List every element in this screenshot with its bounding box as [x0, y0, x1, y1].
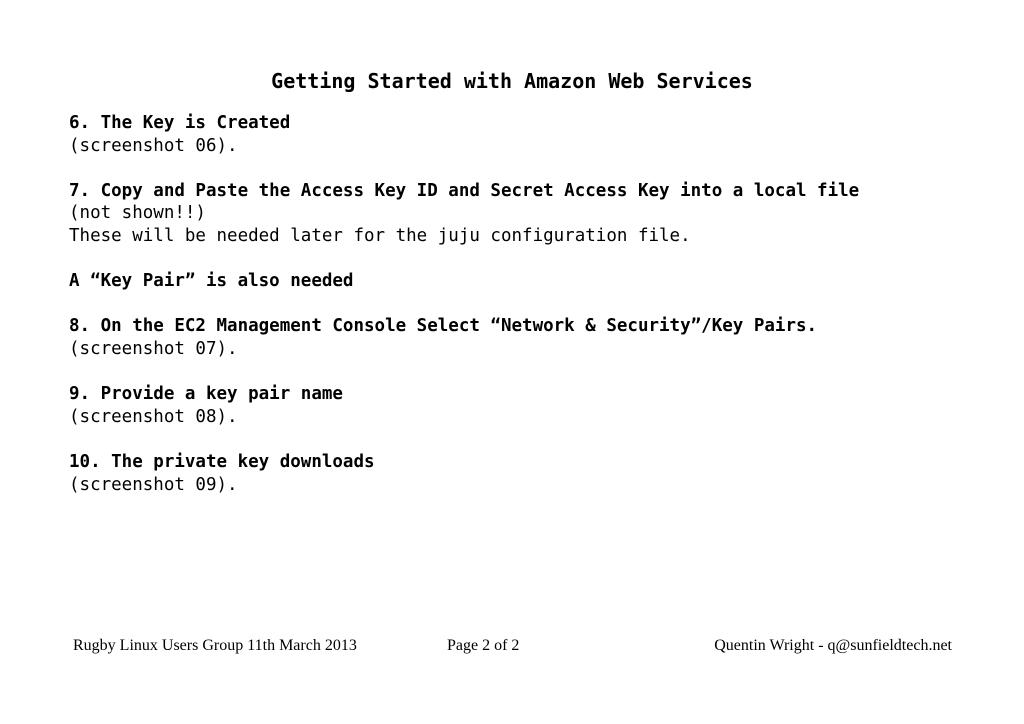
document-body	[69, 112, 999, 496]
step-note: (screenshot 06).	[69, 135, 238, 156]
step-heading: 7. Copy and Paste the Access Key ID and Secret Access Key into a local file	[69, 180, 860, 201]
step-10	[69, 451, 999, 496]
step-note: (not shown!!)	[69, 203, 206, 224]
step-note: These will be needed later for the juju configuration file.	[69, 225, 691, 246]
page-title: Getting Started with Amazon Web Services	[271, 69, 753, 93]
footer-event: Rugby Linux Users Group 11th March 2013	[73, 637, 357, 654]
footer-page-number: Page 2 of 2	[447, 637, 520, 654]
spacer	[69, 157, 999, 180]
spacer	[69, 428, 999, 451]
step-heading: 10. The private key downloads	[69, 451, 375, 472]
spacer	[69, 248, 999, 271]
spacer	[69, 293, 999, 316]
page-footer	[0, 636, 1024, 656]
key-pair-section	[69, 270, 999, 293]
step-8	[69, 315, 999, 360]
step-7	[69, 180, 999, 248]
footer-author: Quentin Wright - q@sunfieldtech.net	[714, 637, 952, 654]
spacer	[69, 361, 999, 384]
section-heading: A “Key Pair” is also needed	[69, 271, 354, 292]
step-heading: 8. On the EC2 Management Console Select “Network & Security”/Key Pairs.	[69, 316, 818, 337]
step-heading: 9. Provide a key pair name	[69, 384, 343, 405]
step-note: (screenshot 08).	[69, 406, 238, 427]
step-note: (screenshot 09).	[69, 474, 238, 495]
step-note: (screenshot 07).	[69, 338, 238, 359]
step-9	[69, 383, 999, 428]
step-6	[69, 112, 999, 157]
step-heading: 6. The Key is Created	[69, 113, 291, 133]
